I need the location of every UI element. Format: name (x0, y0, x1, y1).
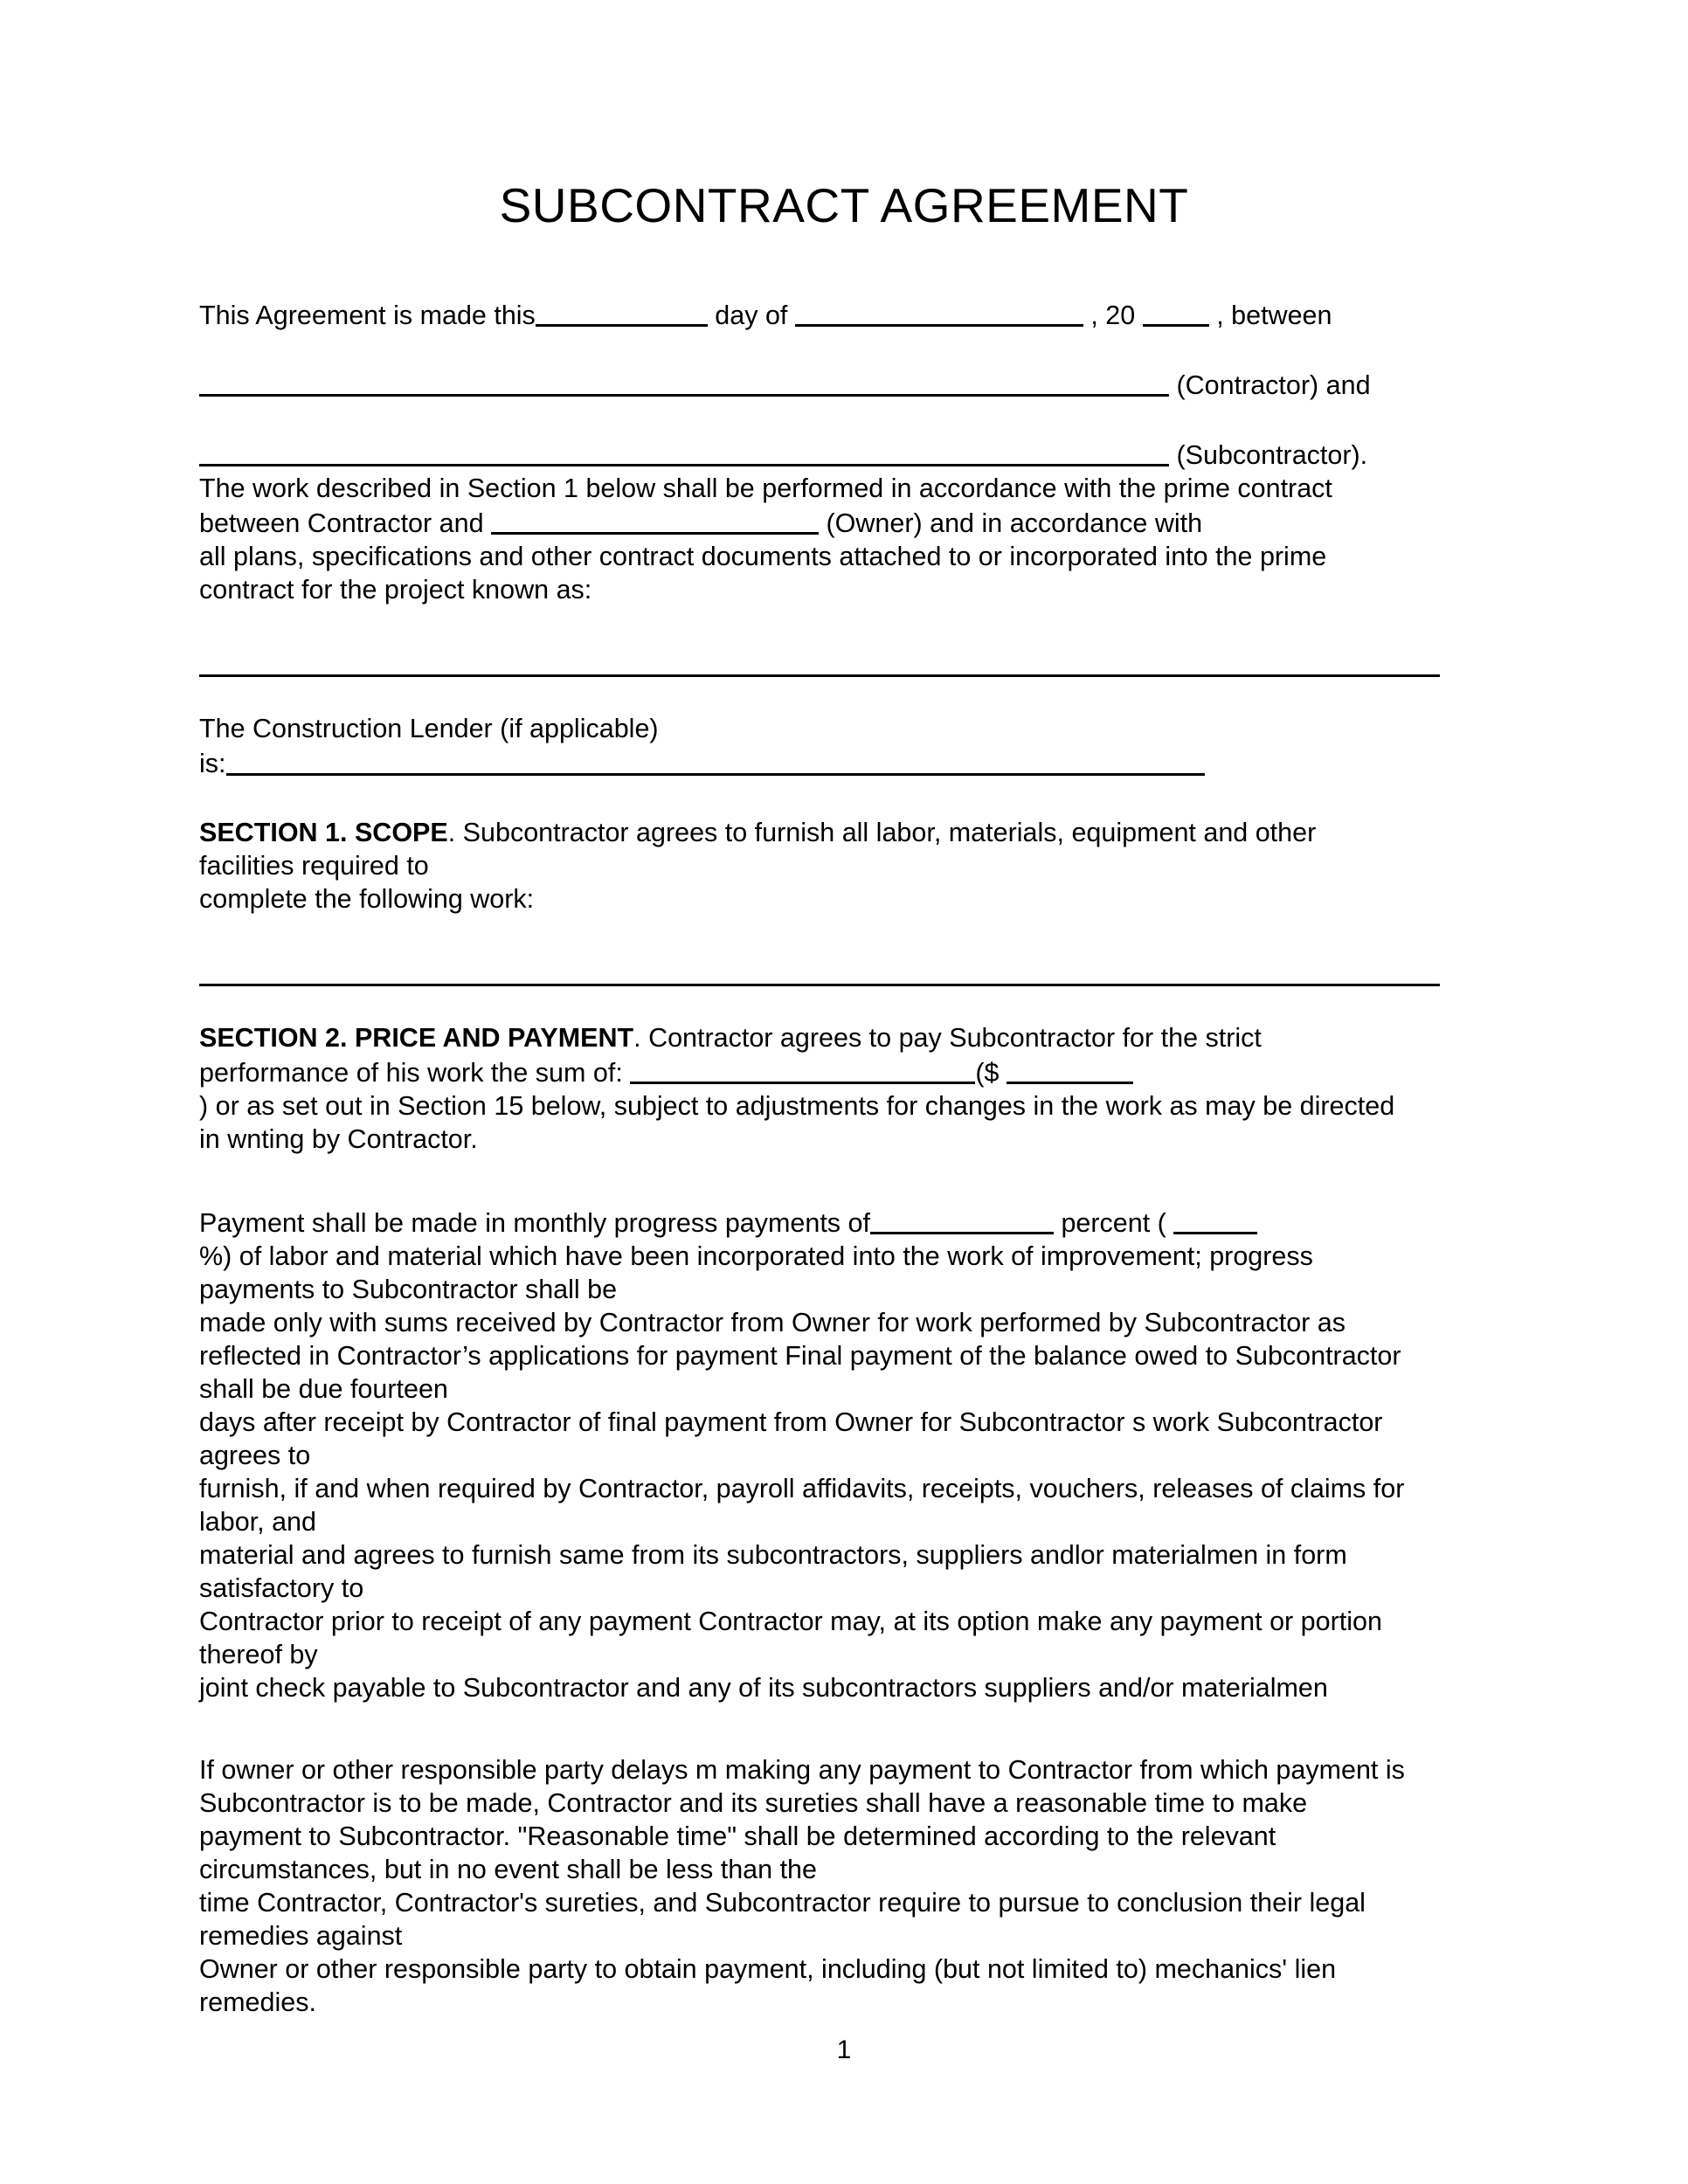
section-2-line-2b: ($ (975, 1057, 1000, 1088)
payment-line-1a: Payment shall be made in monthly progress payments of (199, 1207, 870, 1238)
payment-line-1o: thereof by (199, 1639, 318, 1669)
spacer (199, 402, 1440, 437)
delay-line-a: If owner or other responsible party delays m making any payment to Contractor from which payment is (199, 1754, 1405, 1785)
prime-contract-line-4: contract for the project known as: (199, 575, 592, 605)
intro-lead-text: This Agreement is made this (199, 301, 536, 331)
contractor-name-row (199, 367, 1440, 402)
subcontractor-name-row (199, 437, 1440, 472)
prime-contract-line-3: all plans, specifications and other contract documents attached to or incorporated into the prime (199, 542, 1327, 572)
section-1-line-2: facilities required to (199, 850, 429, 881)
construction-lender-line-1: The Construction Lender (if applicable) (199, 714, 659, 744)
contract-sum-amount-blank-field[interactable] (1007, 1054, 1133, 1084)
subcontractor-name-blank-field[interactable] (199, 437, 1169, 467)
payment-line-1b: percent ( (1061, 1207, 1166, 1238)
payment-line-1m: satisfactory to (199, 1572, 364, 1603)
delay-line-f: remedies against (199, 1920, 403, 1951)
prime-contract-line-2b: (Owner) and in accordance with (826, 508, 1203, 539)
delay-line-g: Owner or other responsible party to obtain payment, including (but not limited to) mechanics' lien (199, 1953, 1337, 1984)
prime-contract-paragraph (199, 472, 1440, 606)
delay-line-d: circumstances, but in no event shall be less than the (199, 1854, 817, 1884)
contractor-label: (Contractor) and (1176, 370, 1371, 401)
section-2-line-4: in wnting by Contractor. (199, 1123, 478, 1154)
day-blank-field[interactable] (536, 297, 708, 327)
year-prefix-text: , 20 (1090, 301, 1136, 331)
section-2-line-3: ) or as set out in Section 15 below, subject to adjustments for changes in the work as may be directed (199, 1090, 1395, 1121)
construction-lender-paragraph (199, 712, 1440, 780)
payment-line-1n: Contractor prior to receipt of any payment Contractor may, at its option make any payment or portion (199, 1606, 1382, 1636)
delay-line-b: Subcontractor is to be made, Contractor and its sureties shall have a reasonable time to make (199, 1787, 1308, 1818)
section-2-line-2a: performance of his work the sum of: (199, 1057, 623, 1088)
prime-contract-line-1: The work described in Section 1 below shall be performed in accordance with the prime contract (199, 473, 1332, 504)
section-2-paragraph (199, 1021, 1440, 1156)
payment-line-1h: days after receipt by Contractor of final payment from Owner for Subcontractor s work Subcontractor (199, 1406, 1383, 1437)
section-1-line-3: complete the following work: (199, 883, 535, 914)
spacer (199, 916, 1440, 984)
section-2-heading: SECTION 2. PRICE AND PAYMENT (199, 1022, 634, 1053)
delay-line-h: remedies. (199, 1987, 316, 2017)
payment-line-1e: made only with sums received by Contractor from Owner for work performed by Subcontractor as (199, 1307, 1346, 1337)
document-body (199, 297, 1440, 2019)
section-1-heading: SECTION 1. SCOPE (199, 817, 448, 847)
contract-sum-words-blank-field[interactable] (630, 1054, 975, 1084)
agreement-intro-paragraph (199, 297, 1440, 332)
subcontractor-label: (Subcontractor). (1176, 440, 1368, 471)
contractor-name-blank-field[interactable] (199, 367, 1169, 397)
spacer (199, 1156, 1440, 1205)
payment-line-1k: labor, and (199, 1506, 316, 1537)
progress-percent-number-blank-field[interactable] (1173, 1205, 1257, 1234)
construction-lender-line-2: is: (199, 749, 226, 779)
month-blank-field[interactable] (795, 297, 1083, 327)
section-1-line-1: . Subcontractor agrees to furnish all labor, materials, equipment and other (447, 817, 1317, 847)
spacer (199, 781, 1440, 816)
delay-line-e: time Contractor, Contractor's sureties, and Subcontractor require to pursue to conclusion their legal (199, 1887, 1366, 1918)
payment-line-1g: shall be due fourteen (199, 1373, 448, 1404)
spacer (199, 1704, 1440, 1753)
payment-line-1c: %) of labor and material which have been incorporated into the work of improvement; progress (199, 1241, 1313, 1271)
spacer (199, 332, 1440, 367)
payment-terms-paragraph (199, 1205, 1440, 1704)
owner-name-blank-field[interactable] (491, 505, 819, 535)
payment-line-1l: material and agrees to furnish same from its subcontractors, suppliers andlor materialmen in form (199, 1539, 1347, 1570)
prime-contract-line-2a: between Contractor and (199, 508, 484, 539)
day-of-text: day of (715, 301, 788, 331)
payment-line-1j: furnish, if and when required by Contractor, payroll affidavits, receipts, vouchers, releases of claims for (199, 1473, 1405, 1503)
progress-percent-words-blank-field[interactable] (870, 1205, 1054, 1234)
spacer (199, 986, 1440, 1021)
section-2-line-1: . Contractor agrees to pay Subcontractor for the strict (633, 1022, 1262, 1053)
between-text: , between (1216, 301, 1332, 331)
payment-line-1f: reflected in Contractor’s applications for payment Final payment of the balance owed to Subcontractor (199, 1340, 1401, 1371)
page-number: 1 (836, 2035, 852, 2064)
spacer (199, 677, 1440, 712)
spacer (199, 606, 1440, 674)
delay-line-c: payment to Subcontractor. "Reasonable time" shall be determined according to the relevant (199, 1821, 1276, 1851)
year-blank-field[interactable] (1143, 297, 1209, 327)
construction-lender-blank-field[interactable] (226, 745, 1205, 775)
payment-line-1i: agrees to (199, 1440, 311, 1470)
page-title: SUBCONTRACT AGREEMENT (499, 178, 1189, 232)
delay-payment-paragraph (199, 1753, 1440, 2019)
payment-line-1p: joint check payable to Subcontractor and any of its subcontractors suppliers and/or materialmen (199, 1672, 1328, 1703)
section-1-paragraph (199, 816, 1440, 916)
payment-line-1d: payments to Subcontractor shall be (199, 1274, 618, 1304)
